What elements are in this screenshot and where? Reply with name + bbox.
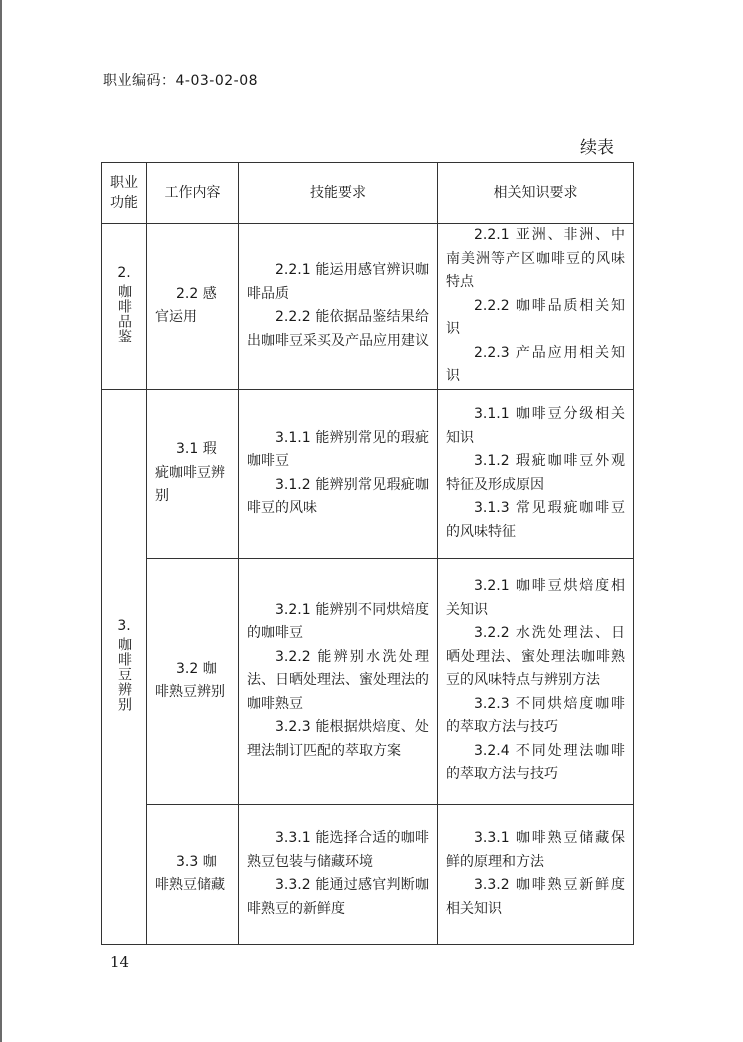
function-name: 咖啡品鉴 (116, 283, 132, 344)
work-cell: 3.3 咖啡熟豆储藏 (147, 804, 239, 944)
competency-table (101, 162, 634, 945)
occupation-code: 职业编码：4-03-02-08 (103, 73, 259, 89)
table-row (102, 389, 634, 558)
table-row (102, 804, 634, 944)
knowledge-cell: 3.3.1 咖啡熟豆储藏保鲜的原理和方法 3.3.2 咖啡熟豆新鲜度相关知识 (438, 804, 634, 944)
work-cell: 2.2 感官运用 (147, 224, 239, 390)
skills-cell: 2.2.1 能运用感官辨识咖啡品质 2.2.2 能依据品鉴结果给出咖啡豆采买及产品应用建议 (239, 224, 438, 390)
skills-cell: 3.3.1 能选择合适的咖啡熟豆包装与储藏环境 3.3.2 能通过感官判断咖啡熟豆的新鲜度 (239, 804, 438, 944)
skills-cell: 3.2.1 能辨别不同烘焙度的咖啡豆 3.2.2 能辨别水洗处理法、日晒处理法、蜜处理法的咖啡熟豆 3.2.3 能根据烘焙度、处理法制订匹配的萃取方案 (239, 558, 438, 804)
function-cell (102, 389, 147, 944)
function-name: 咖啡豆辨别 (116, 636, 132, 712)
continued-label: 续表 (580, 138, 614, 158)
col-header-function: 职业功能 (102, 163, 147, 224)
function-number: 3. (117, 617, 131, 634)
col-header-work: 工作内容 (147, 163, 239, 224)
knowledge-cell: 2.2.1 亚洲、非洲、中南美洲等产区咖啡豆的风味特点 2.2.2 咖啡品质相关知识 2.2.3 产品应用相关知识 (438, 224, 634, 390)
work-cell: 3.2 咖啡熟豆辨别 (147, 558, 239, 804)
table-row (102, 558, 634, 804)
page-number: 14 (110, 953, 130, 971)
knowledge-cell: 3.1.1 咖啡豆分级相关知识 3.1.2 瑕疵咖啡豆外观特征及形成原因 3.1.3 常见瑕疵咖啡豆的风味特征 (438, 389, 634, 558)
function-number: 2. (117, 264, 131, 281)
table-row (102, 224, 634, 390)
left-edge-rule (0, 0, 2, 1042)
knowledge-cell: 3.2.1 咖啡豆烘焙度相关知识 3.2.2 水洗处理法、日晒处理法、蜜处理法咖啡熟豆的风味特点与辨别方法 3.2.3 不同烘焙度咖啡的萃取方法与技巧 3.2.4 不同处理法咖啡的萃取方法与技巧 (438, 558, 634, 804)
skills-cell: 3.1.1 能辨别常见的瑕疵咖啡豆 3.1.2 能辨别常见瑕疵咖啡豆的风味 (239, 389, 438, 558)
col-header-knowledge: 相关知识要求 (438, 163, 634, 224)
work-cell: 3.1 瑕疵咖啡豆辨别 (147, 389, 239, 558)
col-header-skills: 技能要求 (239, 163, 438, 224)
header-row (102, 163, 634, 224)
function-cell (102, 224, 147, 390)
